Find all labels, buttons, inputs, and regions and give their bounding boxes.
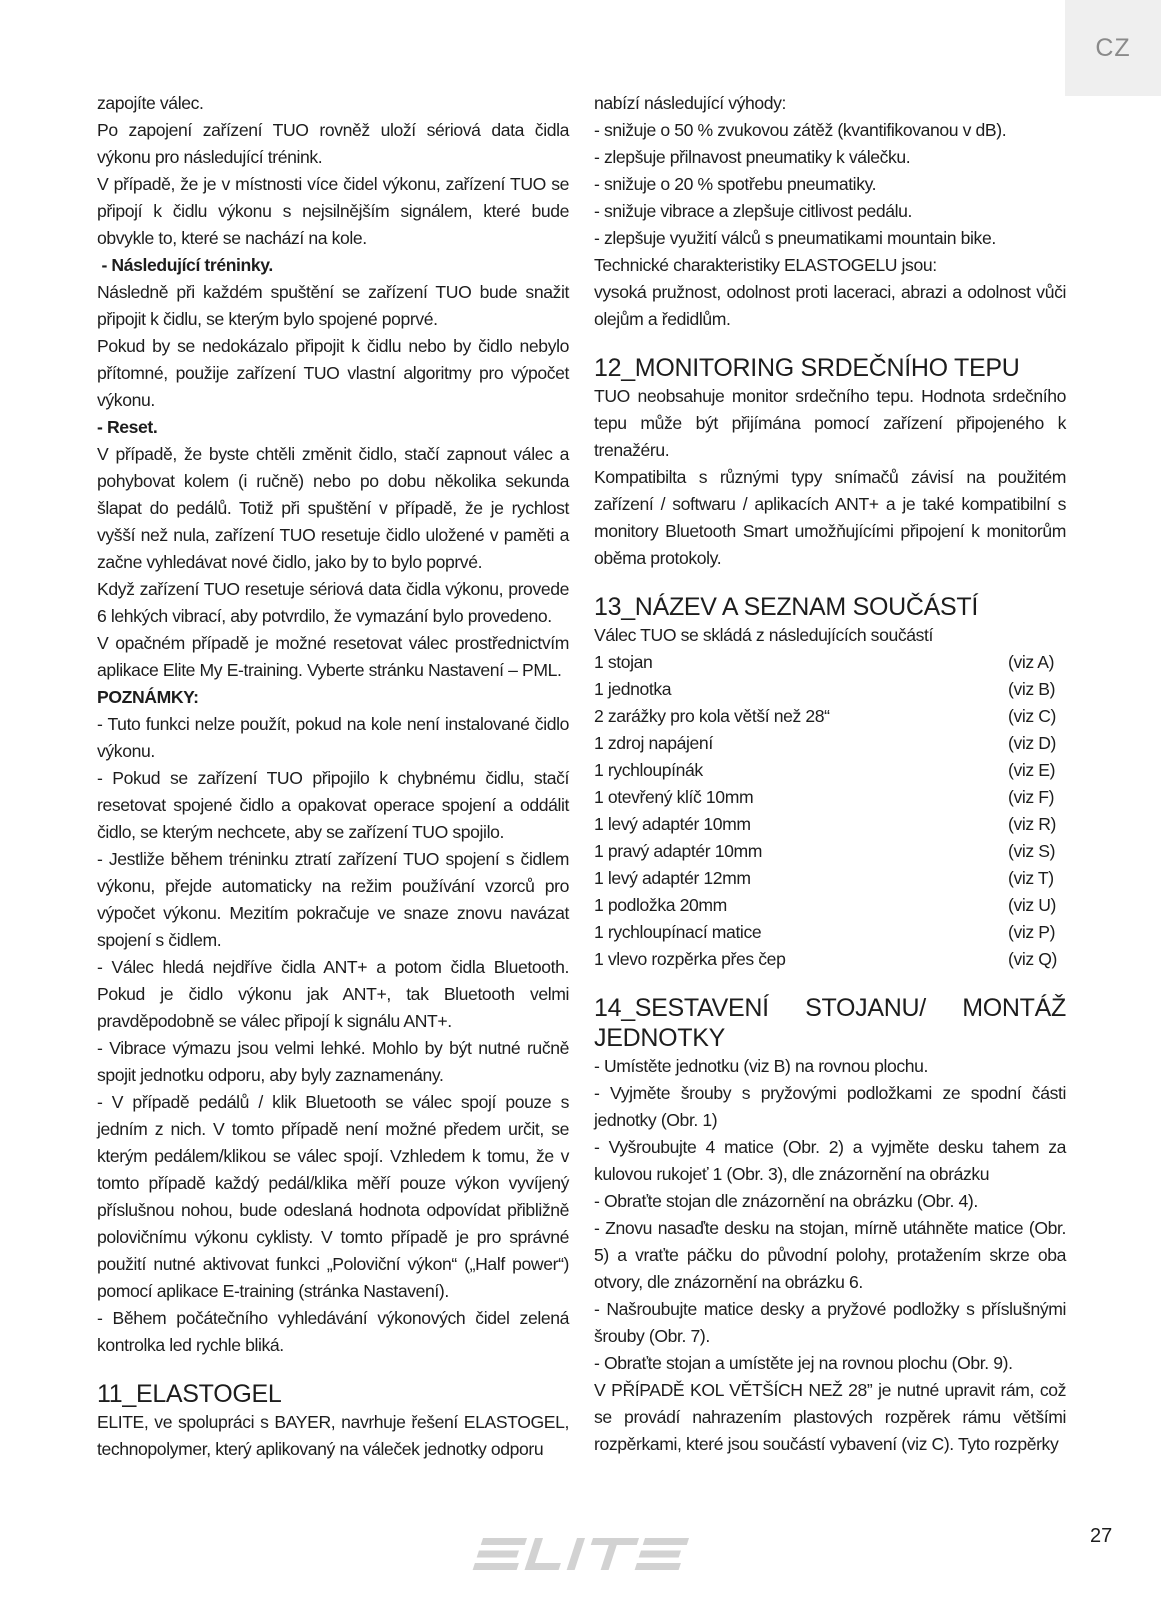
list-item [594, 892, 1066, 919]
paragraph: Kompatibilta s různými typy snímačů závisí na použitém zařízení / softwaru / aplikacích ANT+ a je také kompatibilní s monitory Bluetooth Smart umožňujícími připojení k monitorům oběma protokoly. [594, 467, 1066, 568]
part-name: 1 pravý adaptér 10mm [594, 841, 763, 861]
left-column [97, 90, 569, 1463]
section-heading-12: 12_MONITORING SRDEČNÍHO TEPU [594, 354, 1020, 382]
heading-word: 14_SESTAVENÍ [594, 994, 769, 1022]
list-item [594, 865, 1066, 892]
note-item: - Pokud se zařízení TUO připojilo k chybnému čidlu, stačí resetovat spojené čidlo a opakovat operace spojení a oddálit čidlo, se kterým nechcete, aby se zařízení TUO spojilo. [97, 768, 569, 842]
list-item [594, 838, 1066, 865]
part-name: 1 levý adaptér 12mm [594, 868, 751, 888]
part-name: 1 jednotka [594, 679, 672, 699]
list-item [594, 784, 1066, 811]
benefit-item: - snižuje o 50 % zvukovou zátěž (kvantifikovanou v dB). [594, 120, 1007, 140]
paragraph: Pokud by se nedokázalo připojit k čidlu nebo by čidlo nebylo přítomné, použije zařízení TUO vlastní algoritmy pro výpočet výkonu. [97, 336, 569, 410]
list-item [594, 946, 1066, 973]
subheading-notes: POZNÁMKY: [97, 687, 199, 707]
list-item [594, 676, 1066, 703]
subheading-reset: - Reset. [97, 417, 158, 437]
note-item: - Tuto funkci nelze použít, pokud na kole není instalované čidlo výkonu. [97, 714, 569, 761]
part-ref: (viz S) [1008, 841, 1056, 861]
paragraph: nabízí následující výhody: [594, 93, 787, 113]
paragraph: V opačném případě je možné resetovat válec prostřednictvím aplikace Elite My E-training. Vyberte stránku Nastavení – PML. [97, 633, 569, 680]
note-item: - V případě pedálů / klik Bluetooth se válec spojí pouze s jedním z nich. V tomto případě není možné předem určit, se kterým pedálem/klikou se válec spojí. Vzhledem k tomu, že v tomto případě každý pedál/klika měří pouze výkon vyvíjený příslušnou nohou, bude odeslaná hodnota odpovídat přibližně polovičnímu výkonu cyklisty. V tomto případě je pro správné použití nutné aktivovat funkci „Poloviční výkon“ („Half power“) pomocí aplikace E-training (stránka Nastavení). [97, 1092, 569, 1301]
section-heading-13: 13_NÁZEV A SEZNAM SOUČÁSTÍ [594, 593, 978, 621]
part-ref: (viz P) [1008, 922, 1056, 942]
step-item: - Obraťte stojan a umístěte jej na rovnou plochu (Obr. 9). [594, 1353, 1013, 1373]
paragraph: TUO neobsahuje monitor srdečního tepu. Hodnota srdečního tepu může být přijímána pomocí zařízení připojeného k trenažéru. [594, 386, 1066, 460]
list-item [594, 757, 1066, 784]
section-heading-14-line2: JEDNOTKY [594, 1024, 725, 1052]
paragraph: V PŘÍPADĚ KOL VĚTŠÍCH NEŽ 28” je nutné upravit rám, což se provádí nahrazením plastových rozpěrek rámu většími rozpěrkami, které jsou součástí vybavení (viz C). Tyto rozpěrky [594, 1380, 1066, 1454]
list-item [594, 811, 1066, 838]
part-ref: (viz C) [1008, 706, 1057, 726]
part-name: 1 rychloupínák [594, 760, 703, 780]
part-ref: (viz E) [1008, 760, 1056, 780]
step-item: - Vyšroubujte 4 matice (Obr. 2) a vyjměte desku tahem za kulovou rukojeť 1 (Obr. 3), dle znázornění na obrázku [594, 1137, 1066, 1184]
paragraph: Následně při každém spuštění se zařízení TUO bude snažit připojit k čidlu, se kterým bylo spojené poprvé. [97, 282, 569, 329]
elite-logo [468, 1535, 690, 1573]
list-item [594, 703, 1066, 730]
page-number: 27 [1090, 1525, 1113, 1547]
paragraph: zapojíte válec. [97, 93, 204, 113]
part-ref: (viz A) [1008, 652, 1055, 672]
part-ref: (viz Q) [1008, 949, 1057, 969]
part-name: 1 zdroj napájení [594, 733, 713, 753]
language-code: CZ [1095, 33, 1131, 62]
part-name: 1 stojan [594, 652, 653, 672]
paragraph: V případě, že byste chtěli změnit čidlo, stačí zapnout válec a pohybovat kolem (i ručně) nebo po dobu několika sekunda šlapat do pedálů. Totiž při spuštění v případě, že je rychlost vyšší než nula, zařízení TUO resetuje čidlo uložené v paměti a začne vyhledávat nové čidlo, jako by to bylo poprvé. [97, 444, 569, 572]
benefit-item: - snižuje o 20 % spotřebu pneumatiky. [594, 174, 877, 194]
part-name: 1 otevřený klíč 10mm [594, 787, 754, 807]
language-tab [1065, 0, 1161, 96]
note-item: - Během počátečního vyhledávání výkonových čidel zelená kontrolka led rychle bliká. [97, 1308, 569, 1355]
part-ref: (viz T) [1008, 868, 1054, 888]
part-ref: (viz D) [1008, 733, 1057, 753]
elite-logo-icon [468, 1535, 690, 1573]
part-ref: (viz F) [1008, 787, 1055, 807]
part-name: 2 zarážky pro kola větší než 28“ [594, 706, 830, 726]
part-name: 1 vlevo rozpěrka přes čep [594, 949, 786, 969]
step-item: - Umístěte jednotku (viz B) na rovnou plochu. [594, 1056, 929, 1076]
step-item: - Vyjměte šrouby s pryžovými podložkami ze spodní části jednotky (Obr. 1) [594, 1083, 1066, 1130]
part-name: 1 podložka 20mm [594, 895, 727, 915]
part-ref: (viz U) [1008, 895, 1057, 915]
note-item: - Vibrace výmazu jsou velmi lehké. Mohlo by být nutné ručně spojit jednotku odporu, aby byly zaznamenány. [97, 1038, 569, 1085]
step-item: - Obraťte stojan dle znázornění na obrázku (Obr. 4). [594, 1191, 978, 1211]
right-column [594, 90, 1066, 1458]
list-item [594, 919, 1066, 946]
heading-word: STOJANU/ [805, 994, 926, 1022]
paragraph: ELITE, ve spolupráci s BAYER, navrhuje řešení ELASTOGEL, technopolymer, který aplikovaný na váleček jednotky odporu [97, 1412, 569, 1459]
part-name: 1 levý adaptér 10mm [594, 814, 751, 834]
paragraph: vysoká pružnost, odolnost proti laceraci, abrazi a odolnost vůči olejům a ředidlům. [594, 282, 1066, 329]
step-item: - Našroubujte matice desky a pryžové podložky s příslušnými šrouby (Obr. 7). [594, 1299, 1066, 1346]
paragraph: V případě, že je v místnosti více čidel výkonu, zařízení TUO se připojí k čidlu výkonu s nejsilnějším signálem, které bude obvykle to, které se nachází na kole. [97, 174, 569, 248]
benefit-item: - zlepšuje přilnavost pneumatiky k válečku. [594, 147, 911, 167]
part-ref: (viz B) [1008, 679, 1056, 699]
note-item: - Válec hledá nejdříve čidla ANT+ a potom čidla Bluetooth. Pokud je čidlo výkonu jak ANT+, tak Bluetooth velmi pravděpodobně se válec připojí k signálu ANT+. [97, 957, 569, 1031]
list-item [594, 730, 1066, 757]
section-heading-11: 11_ELASTOGEL [97, 1380, 282, 1408]
paragraph: Technické charakteristiky ELASTOGELU jsou: [594, 255, 937, 275]
part-name: 1 rychloupínací matice [594, 922, 762, 942]
list-item [594, 649, 1066, 676]
paragraph: Po zapojení zařízení TUO rovněž uloží sériová data čidla výkonu pro následující trénink. [97, 120, 569, 167]
subheading-next-trainings: - Následující tréninky. [97, 255, 273, 275]
parts-intro: Válec TUO se skládá z následujících součástí [594, 625, 934, 645]
step-item: - Znovu nasaďte desku na stojan, mírně utáhněte matice (Obr. 5) a vraťte páčku do původní polohy, protažením skrze oba otvory, dle znázornění na obrázku 6. [594, 1218, 1066, 1292]
paragraph: Když zařízení TUO resetuje sériová data čidla výkonu, provede 6 lehkých vibrací, aby potvrdilo, že vymazání bylo provedeno. [97, 579, 569, 626]
parts-list [594, 649, 1066, 973]
benefit-item: - zlepšuje využití válců s pneumatikami mountain bike. [594, 228, 996, 248]
section-heading-14 [594, 993, 1066, 1023]
note-item: - Jestliže během tréninku ztratí zařízení TUO spojení s čidlem výkonu, přejde automaticky na režim používání vzorců pro výpočet výkonu. Mezitím pokračuje ve snaze znovu navázat spojení s čidlem. [97, 849, 569, 950]
heading-word: MONTÁŽ [962, 994, 1066, 1022]
part-ref: (viz R) [1008, 814, 1057, 834]
benefit-item: - snižuje vibrace a zlepšuje citlivost pedálu. [594, 201, 913, 221]
